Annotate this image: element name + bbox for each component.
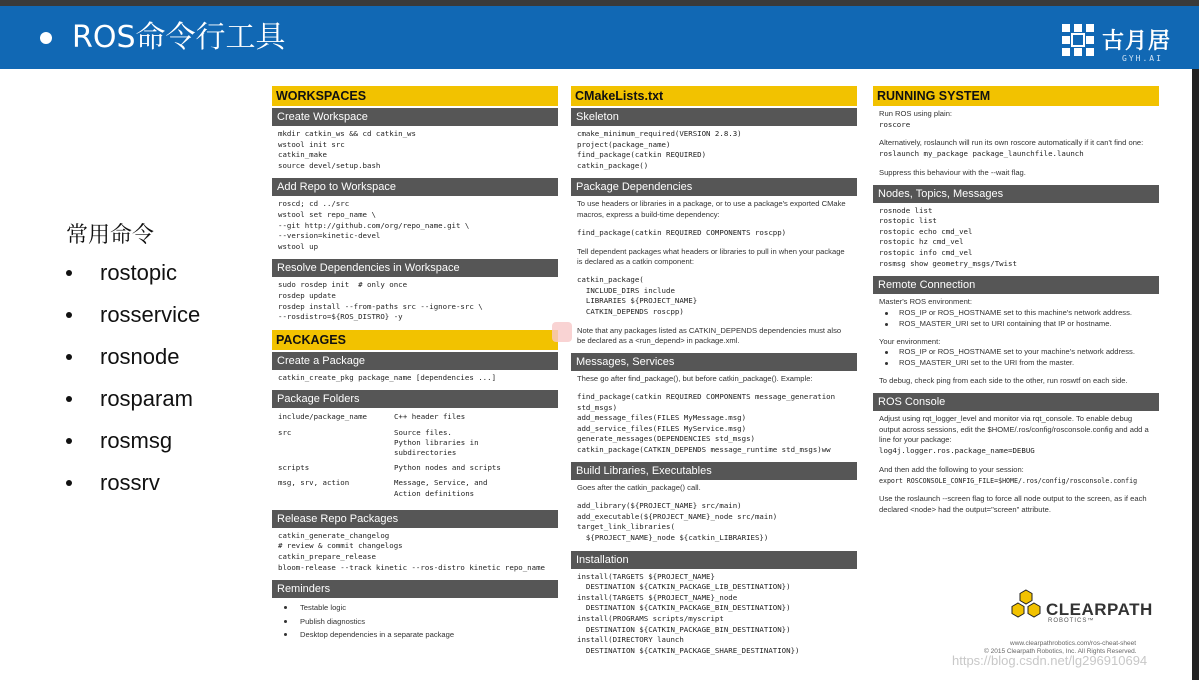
reminders-list xyxy=(272,598,558,646)
clearpath-hex-icon xyxy=(1008,588,1044,624)
text-run-3: Suppress this behaviour with the --wait flag. xyxy=(879,167,1026,177)
package-folders-table xyxy=(272,408,558,507)
list-item: ROS_IP or ROS_HOSTNAME set to your machine's network address. xyxy=(873,347,1153,358)
list-item: Testable logic xyxy=(278,601,552,615)
watermark: https://blog.csdn.net/lg296910694 xyxy=(952,653,1148,668)
folder-desc: C++ header files xyxy=(394,412,466,422)
table-row xyxy=(278,478,552,498)
code-resolve-deps: sudo rosdep init # only once rosdep update rosdep install --from-paths src --ignore-src \ --rosdistro=${ROS_DISTRO} -y xyxy=(278,280,483,322)
text-console-1: Adjust using rqt_logger_level and monitor via rqt_console. To enable debug output across sessions, edit the $HOME/.ros/config/rosconsole.config and add a line for your package: xyxy=(879,413,1149,445)
brand-logo xyxy=(1060,22,1190,66)
subsection-nodes-topics: Nodes, Topics, Messages xyxy=(873,185,1159,203)
code-create-workspace: mkdir catkin_ws && cd catkin_ws wstool init src catkin_make source devel/setup.bash xyxy=(278,129,416,170)
section-workspaces: WORKSPACES xyxy=(272,86,558,106)
code-build: add_library(${PROJECT_NAME} src/main) add_executable(${PROJECT_NAME}_node src/main) target_link_libraries( ${PROJECT_NAME}_node ${catkin_LIBRARIES}) xyxy=(577,501,778,543)
code-console-1: log4j.logger.ros.package_name=DEBUG xyxy=(879,446,1035,456)
folder-desc: Python nodes and scripts xyxy=(394,463,501,473)
text-run-1: Run ROS using plain: xyxy=(879,109,953,118)
remote-list-1 xyxy=(873,308,1159,334)
text-build: Goes after the catkin_package() call. xyxy=(577,483,701,493)
folder-name: msg, srv, action xyxy=(278,478,350,488)
bullet-icon xyxy=(66,270,72,276)
subsection-remote: Remote Connection xyxy=(873,276,1159,294)
subsection-skeleton: Skeleton xyxy=(571,108,857,126)
code-skeleton: cmake_minimum_required(VERSION 2.8.3) project(package_name) find_package(catkin REQUIRED) catkin_package() xyxy=(577,129,742,170)
bullet-icon xyxy=(66,480,72,486)
text-package-deps-1: To use headers or libraries in a package, or to use a package's exported CMake macros, express a build-time dependency: xyxy=(577,199,846,220)
subsection-create-package: Create a Package xyxy=(272,352,558,370)
command-label: rostopic xyxy=(100,260,178,285)
text-package-deps-3: Note that any packages listed as CATKIN_DEPENDS dependencies must also be declared as a <run_depend> in package.xml. xyxy=(577,325,842,346)
footer-url: www.clearpathrobotics.com/ros-cheat-sheet xyxy=(1010,640,1137,647)
brand-mark-icon xyxy=(1060,22,1096,58)
cheatsheet-column-2 xyxy=(571,86,857,661)
brand-subtitle: GYH.AI xyxy=(1122,54,1163,63)
subsection-messages: Messages, Services xyxy=(571,353,857,371)
list-item xyxy=(66,468,200,510)
code-run-1: roscore xyxy=(879,119,911,129)
code-package-deps-2: catkin_package( INCLUDE_DIRS include LIBRARIES ${PROJECT_NAME} CATKIN_DEPENDS roscpp) xyxy=(577,275,698,316)
subsection-installation: Installation xyxy=(571,551,857,569)
footer-copyright: © 2015 Clearpath Robotics, Inc. All Rights Reserved. xyxy=(984,648,1137,655)
section-packages: PACKAGES xyxy=(272,330,558,350)
commands-heading: 常用命令 xyxy=(66,223,155,248)
subsection-release: Release Repo Packages xyxy=(272,510,558,528)
bullet-icon xyxy=(66,354,72,360)
code-add-repo: roscd; cd ../src wstool set repo_name \ --git http://github.com/org/repo_name.git \ --version=kinetic-devel wstool up xyxy=(278,199,470,251)
subsection-reminders: Reminders xyxy=(272,580,558,598)
command-label: rosnode xyxy=(100,344,180,369)
code-nodes-topics: rosnode list rostopic list rostopic echo cmd_vel rostopic hz cmd_vel rostopic info cmd_vel rosmsg show geometry_msgs/Twist xyxy=(879,205,1017,268)
text-remote-3: To debug, check ping from each side to the other, run roswtf on each side. xyxy=(879,375,1128,385)
list-item: ROS_MASTER_URI set to the URI from the master. xyxy=(873,358,1153,369)
clearpath-sub: ROBOTICS™ xyxy=(1048,618,1095,624)
subsection-create-workspace: Create Workspace xyxy=(272,108,558,126)
subsection-ros-console: ROS Console xyxy=(873,393,1159,411)
command-label: rossrv xyxy=(100,470,160,495)
remote-list-2 xyxy=(873,347,1159,373)
list-item: ROS_IP or ROS_HOSTNAME set to this machine's network address. xyxy=(873,308,1153,319)
text-run-2: Alternatively, roslaunch will run its own roscore automatically if it can't find one: xyxy=(879,138,1144,148)
code-release: catkin_generate_changelog # review & commit changelogs catkin_prepare_release bloom-release --track kinetic --ros-distro kinetic repo_name xyxy=(278,530,545,572)
section-running-system: RUNNING SYSTEM xyxy=(873,86,1159,106)
command-label: rosmsg xyxy=(100,428,173,453)
code-console-2: export ROSCONSOLE_CONFIG_FILE=$HOME/.ros/config/rosconsole.config xyxy=(879,476,1138,485)
list-item xyxy=(66,384,200,426)
folder-desc: Source files. Python libraries in subdirectories xyxy=(394,427,479,457)
subsection-build: Build Libraries, Executables xyxy=(571,462,857,480)
text-messages: These go after find_package(), but before catkin_package(). Example: xyxy=(577,374,813,384)
subsection-package-deps: Package Dependencies xyxy=(571,178,857,196)
text-console-2: And then add the following to your session: xyxy=(879,464,1024,474)
section-cmakelists: CMakeLists.txt xyxy=(571,86,857,106)
subsection-package-folders: Package Folders xyxy=(272,390,558,408)
command-label: rosservice xyxy=(100,302,201,327)
title-bullet-icon xyxy=(40,32,52,44)
code-create-package: catkin_create_pkg package_name [dependencies ...] xyxy=(278,372,497,382)
list-item xyxy=(66,426,200,468)
table-row xyxy=(278,428,552,459)
code-messages: find_package(catkin REQUIRED COMPONENTS message_generation std_msgs) add_message_files(FILES MyMessage.msg) add_service_files(FILES MyService.msg) generate_messages(DEPENDENCIES std_msgs) catkin_package(CATKIN_DEPENDS message_runtime std_msgs)ww xyxy=(577,391,836,454)
slide-header xyxy=(0,6,1199,69)
clearpath-name: CLEARPATH xyxy=(1046,600,1153,619)
text-console-3: Use the roslaunch --screen flag to force all node output to the screen, as if each declared <node> had the output="screen" attribute. xyxy=(879,494,1147,514)
bullet-icon xyxy=(66,396,72,402)
code-package-deps-1: find_package(catkin REQUIRED COMPONENTS roscpp) xyxy=(577,227,787,237)
list-item xyxy=(66,342,200,384)
cheatsheet-column-1 xyxy=(272,86,558,646)
list-item xyxy=(66,300,200,342)
list-item: Publish diagnostics xyxy=(278,615,552,629)
command-label: rosparam xyxy=(100,386,193,411)
folder-name: src xyxy=(278,427,292,437)
list-item xyxy=(66,258,200,300)
subsection-add-repo: Add Repo to Workspace xyxy=(272,178,558,196)
text-remote-2: Your environment: xyxy=(879,336,941,346)
list-item: Desktop dependencies in a separate package xyxy=(278,628,552,642)
slide-title: ROS命令行工具 xyxy=(72,20,286,55)
commands-list xyxy=(66,258,200,510)
code-installation: install(TARGETS ${PROJECT_NAME} DESTINATION ${CATKIN_PACKAGE_LIB_DESTINATION}) install(TARGETS ${PROJECT_NAME}_node DESTINATION ${CATKIN_PACKAGE_BIN_DESTINATION}) install(PROGRAMS scripts/myscript DESTINATION ${CATKIN_PACKAGE_BIN_DESTINATION}) install(DIRECTORY launch DESTINATION ${CATKIN_PACKAGE_SHARE_DESTINATION}) xyxy=(577,571,800,655)
bullet-icon xyxy=(66,312,72,318)
code-run-2: roslaunch my_package package_launchfile.launch xyxy=(879,149,1084,159)
clearpath-logo xyxy=(1008,588,1168,628)
list-item: ROS_MASTER_URI set to URI containing that IP or hostname. xyxy=(873,319,1153,330)
cheatsheet-column-3 xyxy=(873,86,1159,520)
text-remote-1: Master's ROS environment: xyxy=(879,297,973,307)
right-edge-bar xyxy=(1192,69,1199,680)
folder-name: scripts xyxy=(278,463,310,473)
folder-name: include/package_name xyxy=(278,412,367,422)
table-row xyxy=(278,412,552,422)
brand-name: 古月居 xyxy=(1102,29,1172,54)
red-marker-icon xyxy=(552,322,572,342)
bullet-icon xyxy=(66,438,72,444)
folder-desc: Message, Service, and Action definitions xyxy=(394,478,488,498)
text-package-deps-2: Tell dependent packages what headers or libraries to pull in when your package is declared as a catkin component: xyxy=(577,246,845,267)
subsection-resolve-deps: Resolve Dependencies in Workspace xyxy=(272,259,558,277)
table-row xyxy=(278,463,552,473)
